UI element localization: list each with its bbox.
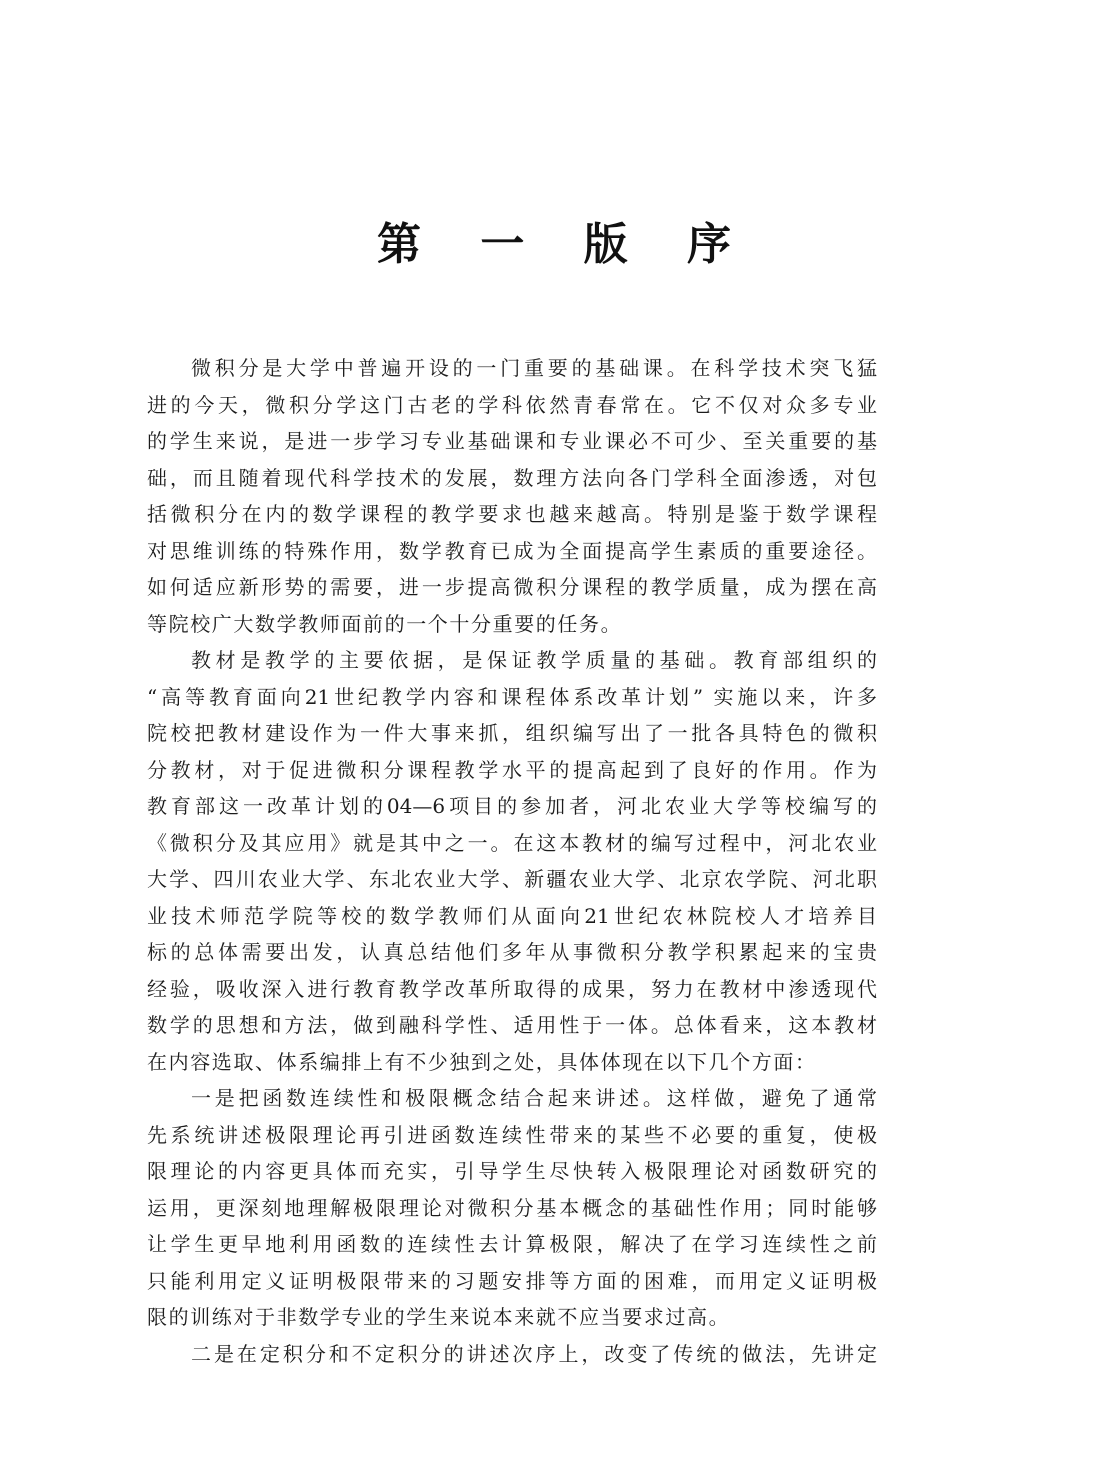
text-line: 让学生更早地利用函数的连续性去计算极限，解决了在学习连续性之前 xyxy=(147,1232,877,1256)
text-line: 院校把教材建设作为一件大事来抓，组织编写出了一批各具特色的微积 xyxy=(147,721,877,745)
text-line: 二是在定积分和不定积分的讲述次序上，改变了传统的做法，先讲定 xyxy=(191,1341,877,1366)
text-line: 础，而且随着现代科学技术的发展，数理方法向各门学科全面渗透，对包 xyxy=(147,465,877,490)
text-line: 业技术师范学院等校的数学教师们从面向21世纪农林院校人才培养目 xyxy=(147,903,877,928)
text-line: 在内容选取、体系编排上有不少独到之处，具体体现在以下几个方面： xyxy=(147,1049,817,1074)
text-line: 微积分是大学中普遍开设的一门重要的基础课。在科学技术突飞猛 xyxy=(191,356,877,380)
page-title: 第 一 版 序 xyxy=(377,219,753,270)
text-line: 运用，更深刻地理解极限理论对微积分基本概念的基础性作用；同时能够 xyxy=(147,1195,877,1220)
text-line: 标的总体需要出发，认真总结他们多年从事微积分教学积累起来的宝贵 xyxy=(147,940,877,964)
text-line: 一是把函数连续性和极限概念结合起来讲述。这样做，避免了通常 xyxy=(191,1086,877,1110)
text-line: 进的今天，微积分学这门古老的学科依然青春常在。它不仅对众多专业 xyxy=(147,392,877,417)
text-line: 的学生来说，是进一步学习专业基础课和专业课必不可少、至关重要的基 xyxy=(147,429,877,453)
text-line: 限理论的内容更具体而充实，引导学生尽快转入极限理论对函数研究的 xyxy=(147,1159,877,1183)
text-line: 限的训练对于非数学专业的学生来说本来就不应当要求过高。 xyxy=(147,1305,731,1329)
text-line: 只能利用定义证明极限带来的习题安排等方面的困难，而用定义证明极 xyxy=(147,1268,877,1293)
text-line: “高等教育面向21世纪教学内容和课程体系改革计划” 实施以来，许多 xyxy=(147,684,877,709)
preface-body xyxy=(147,350,877,1372)
text-line: 大学、四川农业大学、东北农业大学、新疆农业大学、北京农学院、河北职 xyxy=(147,867,877,891)
text-line: 先系统讲述极限理论再引进函数连续性带来的某些不必要的重复，使极 xyxy=(147,1122,877,1147)
text-line: 等院校广大数学教师面前的一个十分重要的任务。 xyxy=(147,611,623,636)
text-line: 如何适应新形势的需要，进一步提高微积分课程的教学质量，成为摆在高 xyxy=(147,575,877,599)
text-line: 经验，吸收深入进行教育教学改革所取得的成果，努力在教材中渗透现代 xyxy=(147,976,877,1001)
text-line: 教育部这一改革计划的04—6项目的参加者，河北农业大学等校编写的 xyxy=(147,794,877,818)
text-line: 教材是教学的主要依据，是保证教学质量的基础。教育部组织的 xyxy=(191,648,877,672)
text-line: 括微积分在内的数学课程的教学要求也越来越高。特别是鉴于数学课程 xyxy=(147,502,877,526)
text-line: 数学的思想和方法，做到融科学性、适用性于一体。总体看来，这本教材 xyxy=(147,1013,877,1037)
text-line: 《微积分及其应用》就是其中之一。在这本教材的编写过程中，河北农业 xyxy=(147,830,877,855)
text-line: 对思维训练的特殊作用，数学教育已成为全面提高学生素质的重要途径。 xyxy=(147,538,877,563)
text-line: 分教材，对于促进微积分课程教学水平的提高起到了良好的作用。作为 xyxy=(147,757,877,782)
